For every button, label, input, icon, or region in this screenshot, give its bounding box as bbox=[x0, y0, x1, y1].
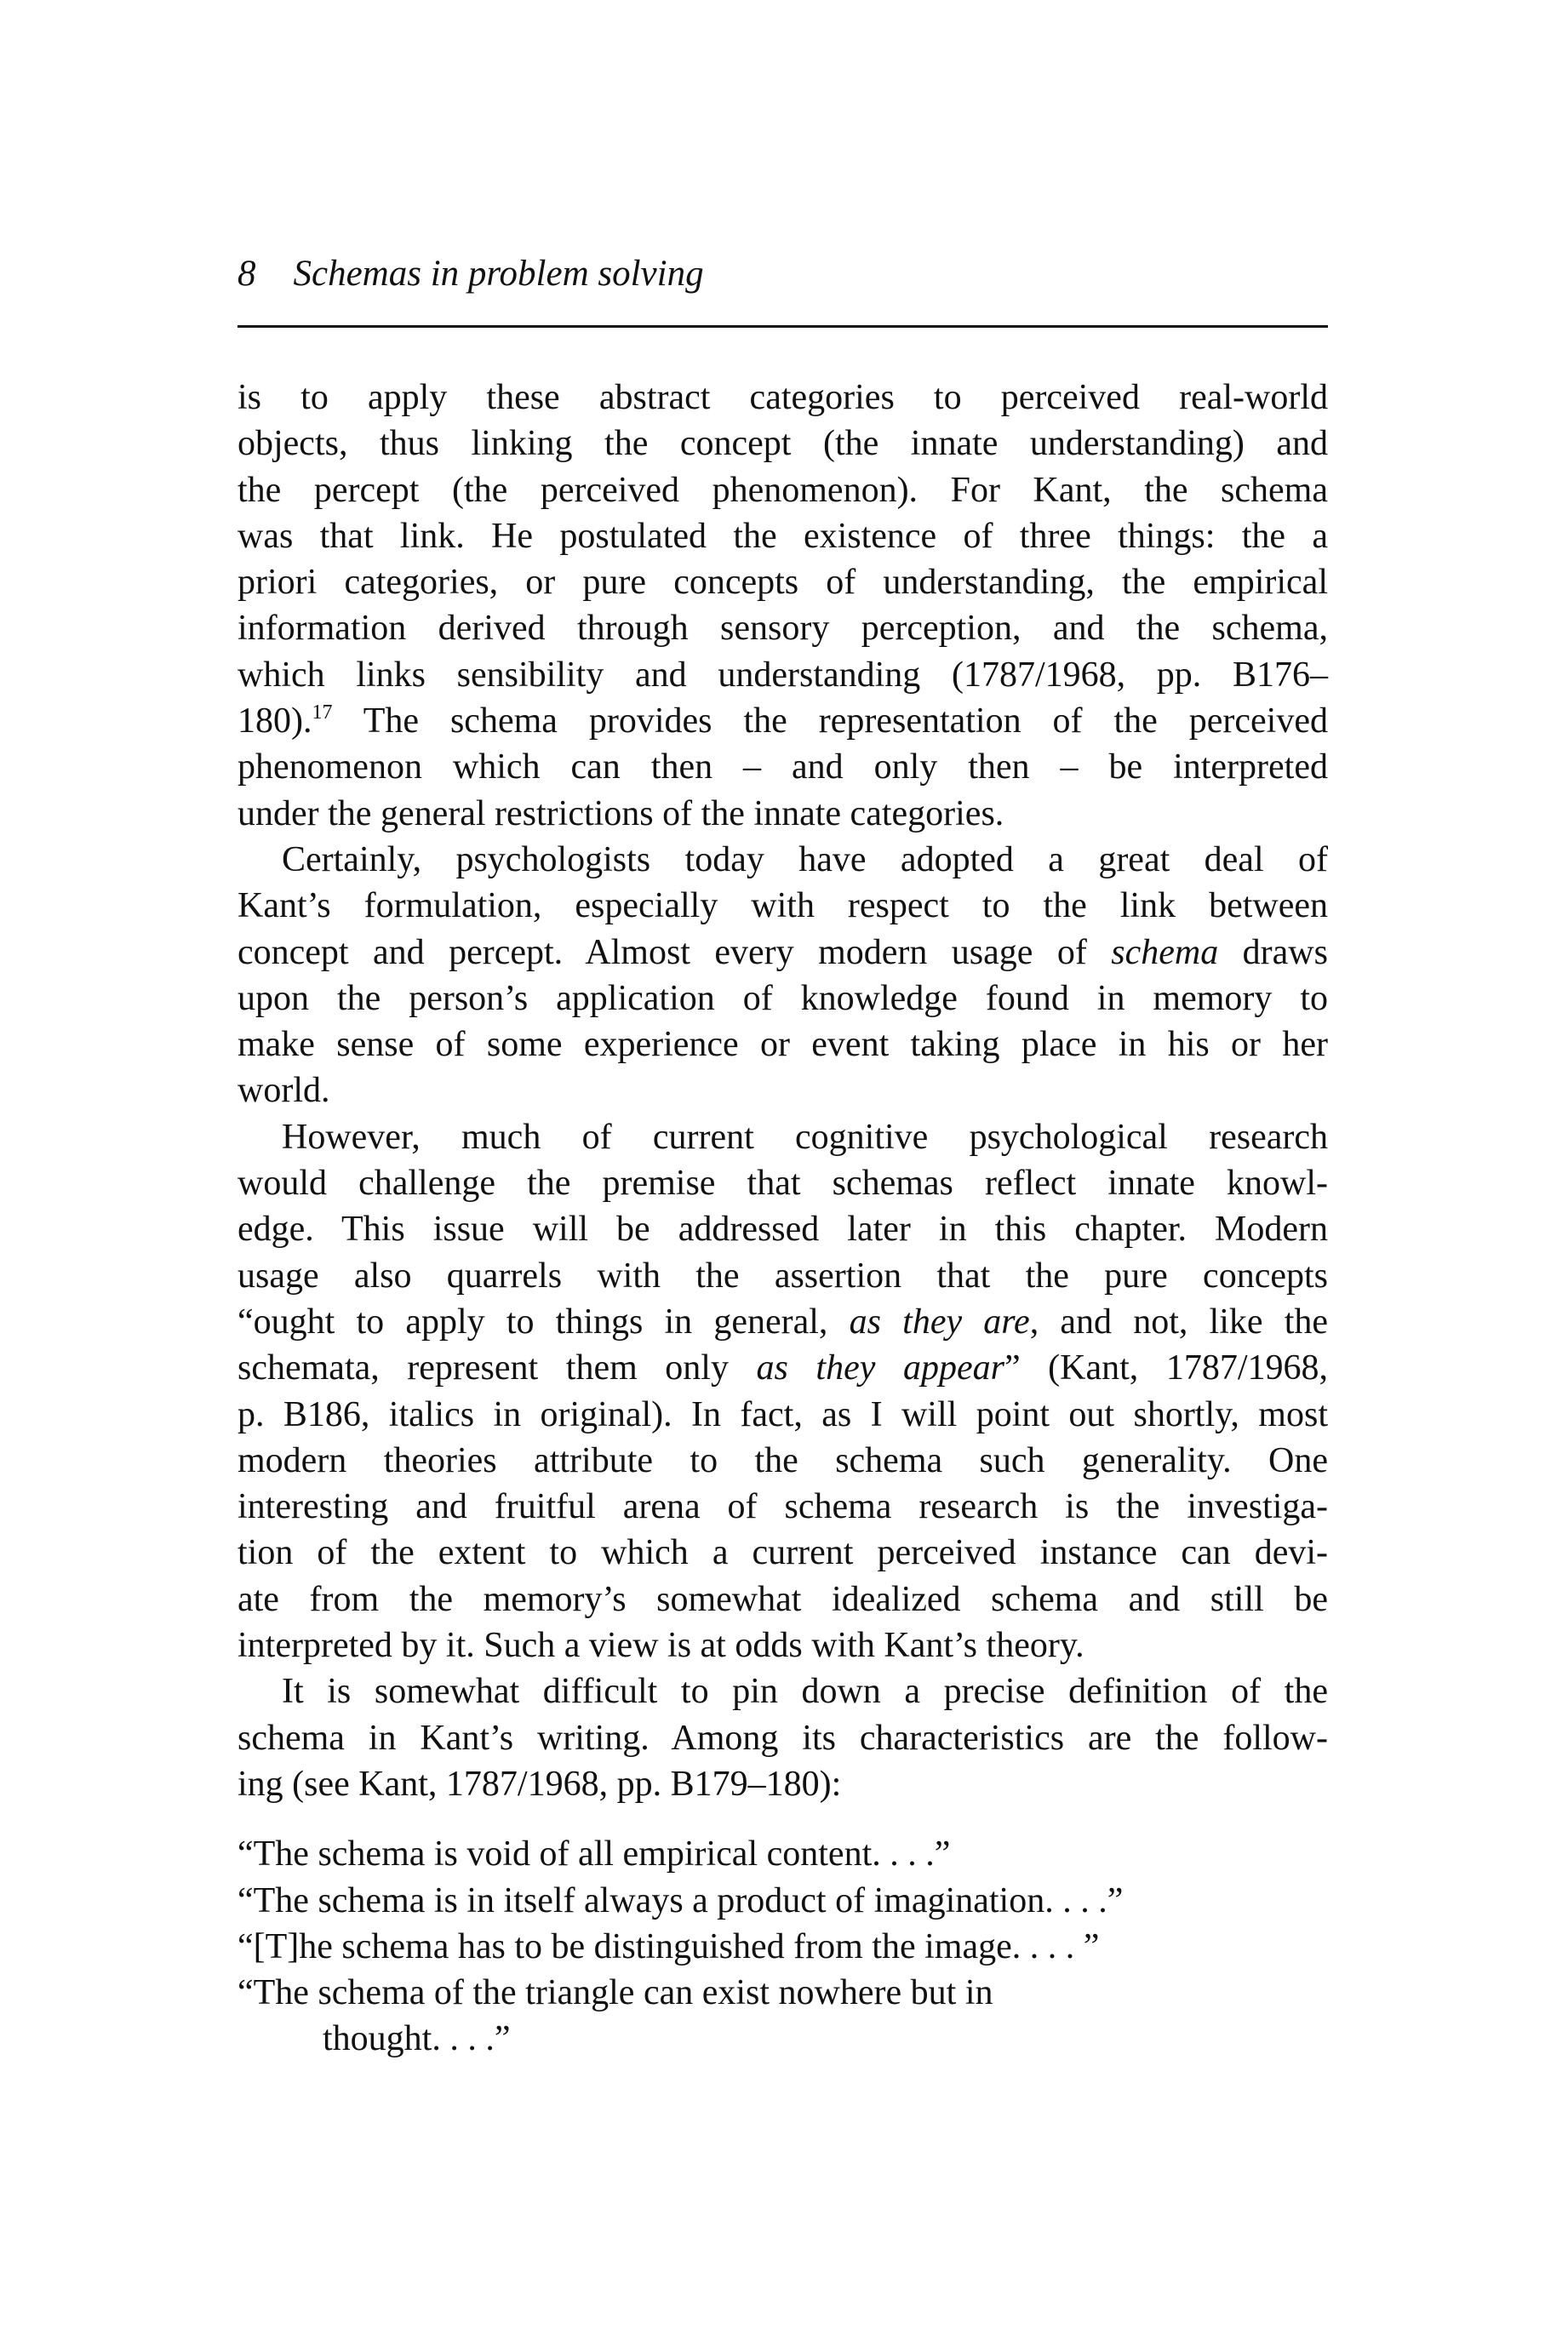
quote-line-continuation: thought. . . .” bbox=[323, 2019, 511, 2059]
text-run: ” (Kant, 1787/1968, bbox=[1004, 1348, 1328, 1388]
text-line: priori categories, or pure concepts of understanding, the empirical bbox=[237, 563, 1328, 603]
italic-phrase: as they appear bbox=[756, 1348, 1004, 1388]
text-line: information derived through sensory perception, and the schema, bbox=[237, 609, 1328, 649]
text-line: interesting and fruitful arena of schema research is the investiga- bbox=[237, 1487, 1328, 1527]
italic-term: schema bbox=[1111, 932, 1219, 972]
text-run: “ought to apply to things in general, bbox=[237, 1302, 850, 1342]
text-line: under the general restrictions of the innate categories. bbox=[237, 793, 1004, 833]
text-line: However, much of current cognitive psychological research bbox=[282, 1117, 1328, 1157]
footnote-marker: 17 bbox=[312, 701, 333, 724]
text-line: make sense of some experience or event taking place in his or her bbox=[237, 1025, 1328, 1065]
text-line: would challenge the premise that schemas reflect innate knowl- bbox=[237, 1164, 1328, 1204]
body-text bbox=[237, 375, 1328, 2063]
text-line: phenomenon which can then – and only then – be interpreted bbox=[237, 747, 1328, 787]
page-number: 8 bbox=[237, 254, 256, 294]
text-line: ing (see Kant, 1787/1968, pp. B179–180): bbox=[237, 1764, 842, 1804]
text-run: draws bbox=[1218, 932, 1328, 972]
text-line: upon the person’s application of knowledge found in memory to bbox=[237, 978, 1328, 1018]
text-line: the percept (the perceived phenomenon). For Kant, the schema bbox=[237, 470, 1328, 510]
quote-line: “The schema is void of all empirical content. . . .” bbox=[237, 1834, 951, 1874]
text-line: is to apply these abstract categories to perceived real-world bbox=[237, 378, 1328, 417]
quote-line: “The schema is in itself always a product of imagination. . . .” bbox=[237, 1880, 1124, 1920]
text-line: objects, thus linking the concept (the innate understanding) and bbox=[237, 424, 1328, 464]
text-line bbox=[237, 1299, 1328, 1345]
text-line bbox=[237, 930, 1328, 976]
text-line: edge. This issue will be addressed later in this chapter. Modern bbox=[237, 1210, 1328, 1250]
text-run: schemata, represent them only bbox=[237, 1348, 757, 1388]
quote-line: “[T]he schema has to be distinguished from the image. . . . ” bbox=[237, 1926, 1100, 1966]
text-run: The schema provides the representation of the perceived bbox=[332, 701, 1328, 741]
text-run: , and not, like the bbox=[1029, 1302, 1329, 1342]
text-line: tion of the extent to which a current perceived instance can devi- bbox=[237, 1533, 1328, 1573]
text-line: interpreted by it. Such a view is at odds with Kant’s theory. bbox=[237, 1626, 1084, 1666]
italic-phrase: as they are bbox=[849, 1302, 1030, 1342]
running-head bbox=[237, 249, 1327, 300]
text-line: usage also quarrels with the assertion that the pure concepts bbox=[237, 1256, 1328, 1296]
text-line: was that link. He postulated the existence of three things: the a bbox=[237, 516, 1328, 556]
text-line bbox=[237, 1345, 1328, 1391]
text-line: ate from the memory’s somewhat idealized schema and still be bbox=[237, 1579, 1328, 1619]
text-line: world. bbox=[237, 1071, 330, 1111]
text-line: Kant’s formulation, especially with respect to the link between bbox=[237, 886, 1328, 926]
spacer bbox=[237, 1807, 1328, 1831]
chapter-title: Schemas in problem solving bbox=[293, 254, 704, 294]
text-line: which links sensibility and understanding (1787/1968, pp. B176– bbox=[237, 655, 1328, 695]
header-rule bbox=[237, 325, 1328, 328]
text-line: p. B186, italics in original). In fact, as I will point out shortly, most bbox=[237, 1394, 1328, 1434]
text-line bbox=[237, 698, 1328, 744]
text-line: modern theories attribute to the schema such generality. One bbox=[237, 1440, 1328, 1480]
quote-line: “The schema of the triangle can exist nowhere but in bbox=[237, 1973, 993, 2013]
text-run: 180). bbox=[237, 701, 312, 741]
text-line: schema in Kant’s writing. Among its characteristics are the follow- bbox=[237, 1718, 1328, 1758]
text-line: Certainly, psychologists today have adopted a great deal of bbox=[282, 839, 1328, 879]
text-line: It is somewhat difficult to pin down a precise definition of the bbox=[282, 1672, 1328, 1712]
text-run: concept and percept. Almost every modern usage of bbox=[237, 932, 1112, 972]
